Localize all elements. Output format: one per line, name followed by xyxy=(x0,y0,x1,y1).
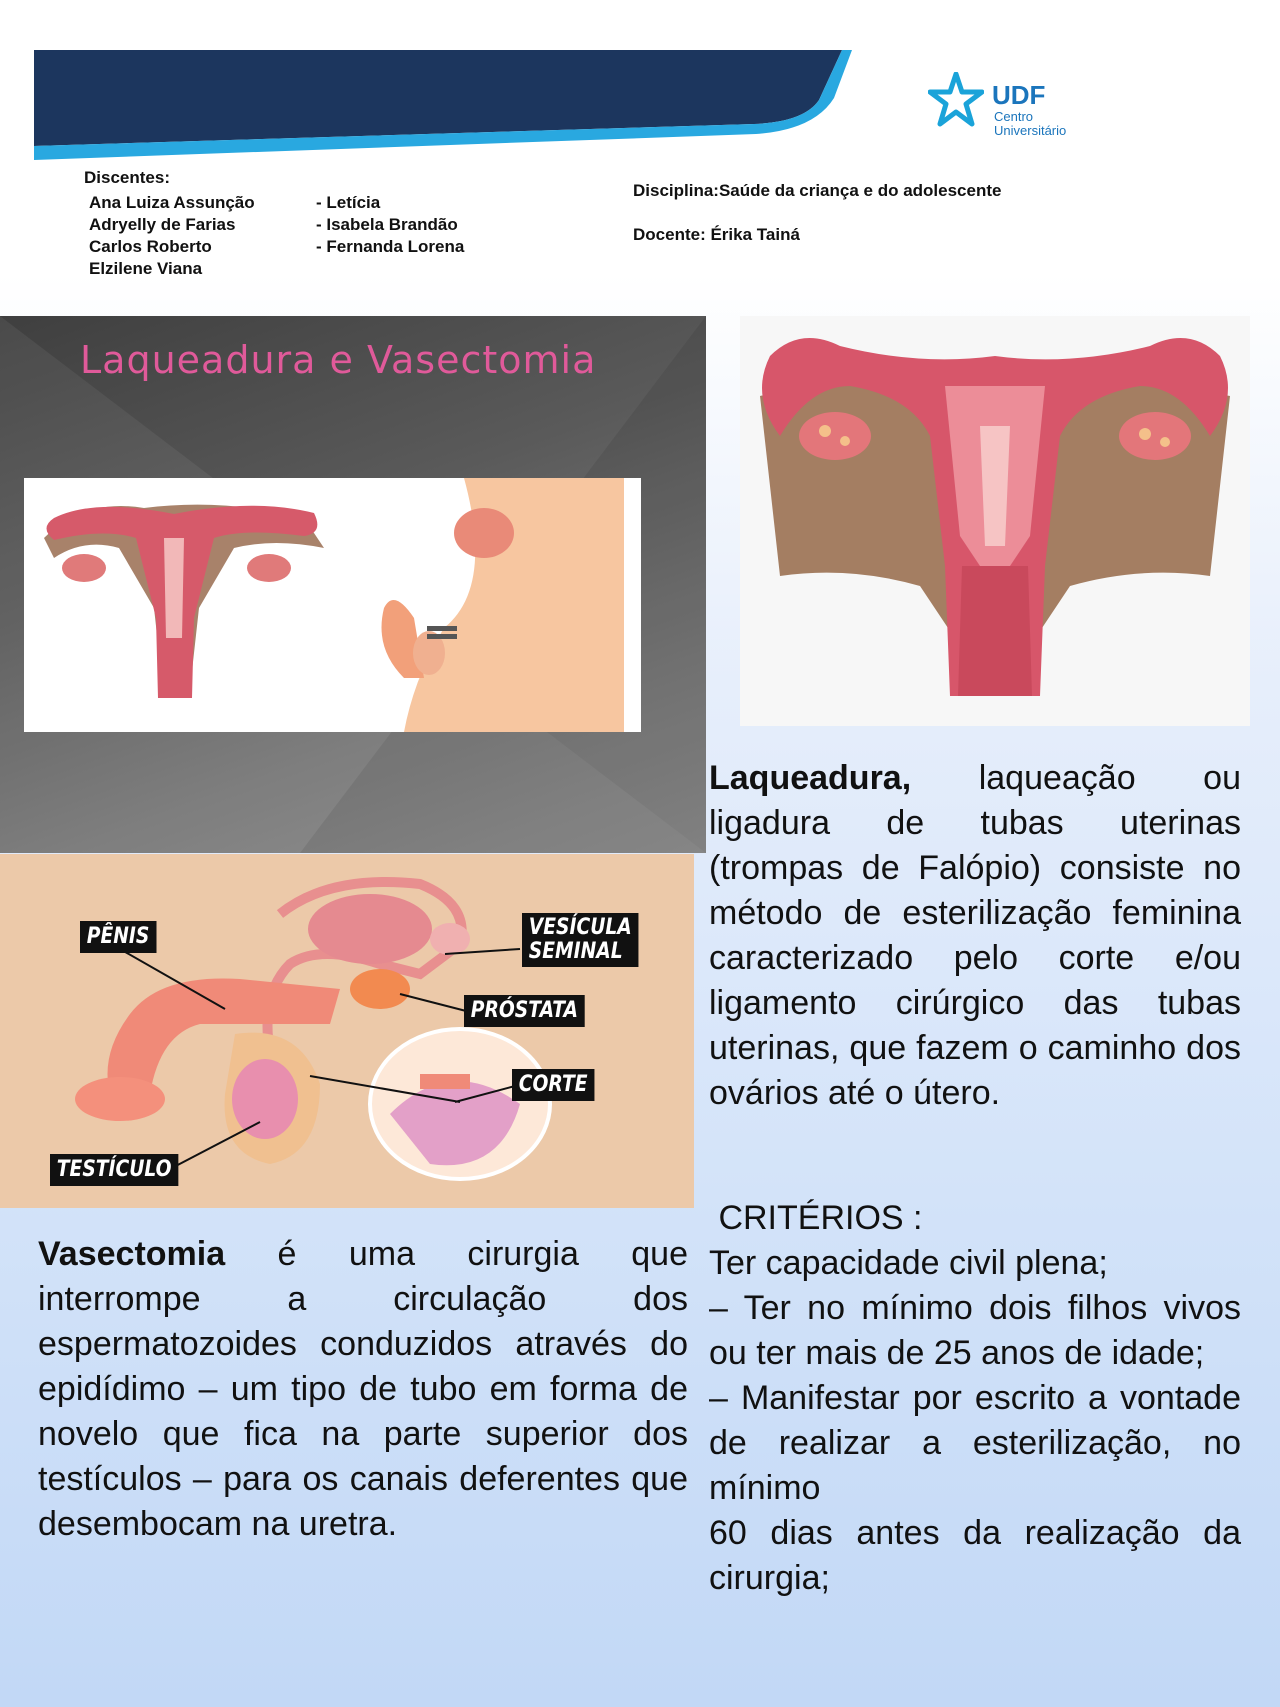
label-vesicula-line2: SEMINAL xyxy=(528,939,623,964)
vasectomia-text: é uma cirurgia que interrompe a circulação dos espermatozoides conduzidos através do epidídimo – um tipo de tubo em forma de novelo que fica na parte superior dos testículos – para os canais deferentes que desembocam na uretra. xyxy=(38,1235,688,1543)
student-name: - Fernanda Lorena xyxy=(316,237,465,256)
uterus-and-male-illustration xyxy=(24,478,641,732)
vasectomia-paragraph xyxy=(38,1232,688,1547)
student-name: Elzilene Viana xyxy=(89,259,203,278)
criterio-item: – Ter no mínimo dois filhos vivos ou ter mais de 25 anos de idade; xyxy=(709,1289,1241,1372)
student-name: Carlos Roberto xyxy=(89,237,212,256)
laqueadura-paragraph xyxy=(709,756,1241,1116)
label-corte: CORTE xyxy=(512,1069,594,1101)
slide-illustration xyxy=(24,478,641,732)
students-label: Discentes: xyxy=(84,168,170,187)
student-name: Ana Luiza Assunção xyxy=(89,193,255,212)
students-column-2 xyxy=(316,192,464,258)
banner-graphic xyxy=(34,50,1246,162)
criterio-item: Ter capacidade civil plena; xyxy=(709,1244,1108,1282)
discipline-text: Disciplina:Saúde da criança e do adolescente xyxy=(633,181,1002,200)
logo-brand: UDF xyxy=(992,80,1046,110)
header-banner xyxy=(34,50,1246,162)
student-name: - Letícia xyxy=(316,193,381,212)
male-anatomy-diagram xyxy=(0,854,694,1208)
label-testiculo: TESTÍCULO xyxy=(50,1154,178,1186)
vasectomia-term: Vasectomia xyxy=(38,1235,226,1273)
students-column-1 xyxy=(89,192,255,280)
label-prostata: PRÓSTATA xyxy=(464,995,585,1027)
udf-star-icon xyxy=(928,72,984,128)
label-penis: PÊNIS xyxy=(80,921,156,953)
slide-title: Laqueadura e Vasectomia xyxy=(80,338,597,382)
laqueadura-text: laqueação ou ligadura de tubas uterinas (trompas de Falópio) consiste no método de esterilização feminina caracterizado pelo corte e/ou ligamento cirúrgico das tubas uterinas, que fazem o caminho dos ovários até o útero. xyxy=(709,759,1241,1112)
label-vesicula-line1: VESÍCULA xyxy=(528,915,632,940)
logo-line-1: Centro xyxy=(994,109,1034,124)
criterio-item: – Manifestar por escrito a vontade de realizar a esterilização, no mínimo xyxy=(709,1379,1241,1507)
label-vesicula-seminal xyxy=(522,913,639,967)
teacher-text: Docente: Érika Tainá xyxy=(633,225,800,244)
criterios-section xyxy=(709,1196,1241,1601)
uterus-illustration xyxy=(740,316,1250,726)
laqueadura-term: Laqueadura, xyxy=(709,759,912,797)
slide-panel xyxy=(0,316,706,853)
student-name: Adryelly de Farias xyxy=(89,215,236,234)
student-name: - Isabela Brandão xyxy=(316,215,458,234)
logo-subtitle xyxy=(994,110,1066,138)
logo-line-2: Universitário xyxy=(994,123,1067,138)
criterio-item: 60 dias antes da realização da cirurgia; xyxy=(709,1514,1241,1597)
criterios-title: CRITÉRIOS : xyxy=(709,1199,923,1237)
uterus-image xyxy=(740,316,1250,726)
